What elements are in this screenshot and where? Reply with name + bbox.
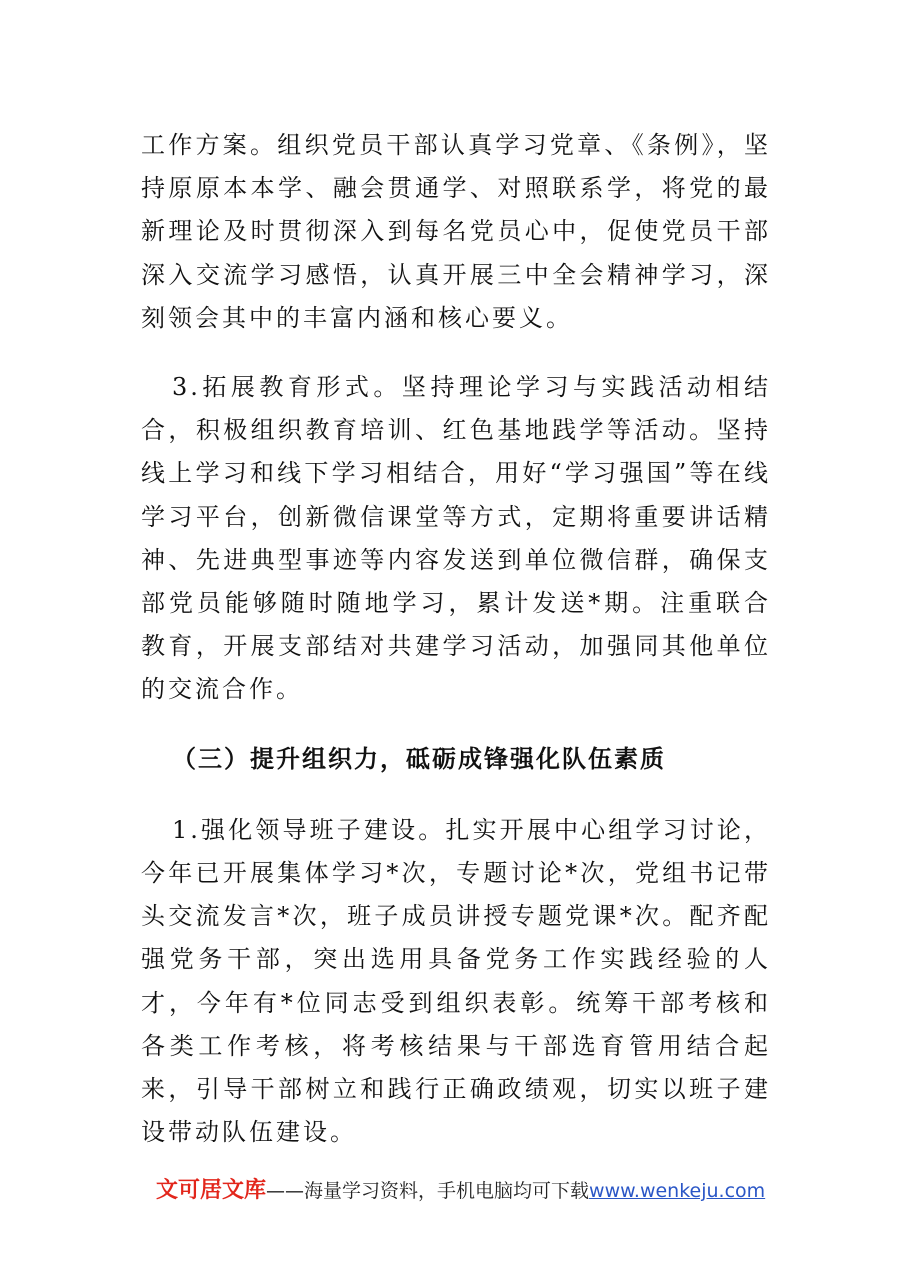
body-paragraph: 3.拓展教育形式。坚持理论学习与实践活动相结合，积极组织教育培训、红色基地践学等活动。坚持线上学习和线下学习相结合，用好“学习强国”等在线学习平台，创新微信课堂等方式，定期将重要讲话精神、先进典型事迹等内容发送到单位微信群，确保支部党员能够随时随地学习，累计发送*期。注重联合教育，开展支部结对共建学习活动，加强同其他单位的交流合作。 — [141, 373, 771, 704]
section-heading: （三）提升组织力，砥砺成锋强化队伍素质 — [172, 744, 666, 773]
page-footer — [156, 1176, 776, 1206]
body-paragraph: 1.强化领导班子建设。扎实开展中心组学习讨论，今年已开展集体学习*次，专题讨论*次，党组书记带头交流发言*次，班子成员讲授专题党课*次。配齐配强党务干部，突出选用具备党务工作实践经验的人才，今年有*位同志受到组织表彰。统筹干部考核和各类工作考核，将考核结果与干部选育管用结合起来，引导干部树立和践行正确政绩观，切实以班子建设带动队伍建设。 — [141, 815, 771, 1147]
footer-slogan: ——海量学习资料，手机电脑均可下载 — [266, 1180, 590, 1202]
body-paragraph: 工作方案。组织党员干部认真学习党章、《条例》，坚持原原本本学、融会贯通学、对照联系学，将党的最新理论及时贯彻深入到每名党员心中，促使党员干部深入交流学习感悟，认真开展三中全会精神学习，深刻领会其中的丰富内涵和核心要义。 — [141, 131, 771, 332]
footer-brand: 文可居文库 — [156, 1178, 267, 1203]
document-body — [141, 124, 771, 1154]
footer-link[interactable]: www.wenkeju.com — [589, 1180, 766, 1202]
